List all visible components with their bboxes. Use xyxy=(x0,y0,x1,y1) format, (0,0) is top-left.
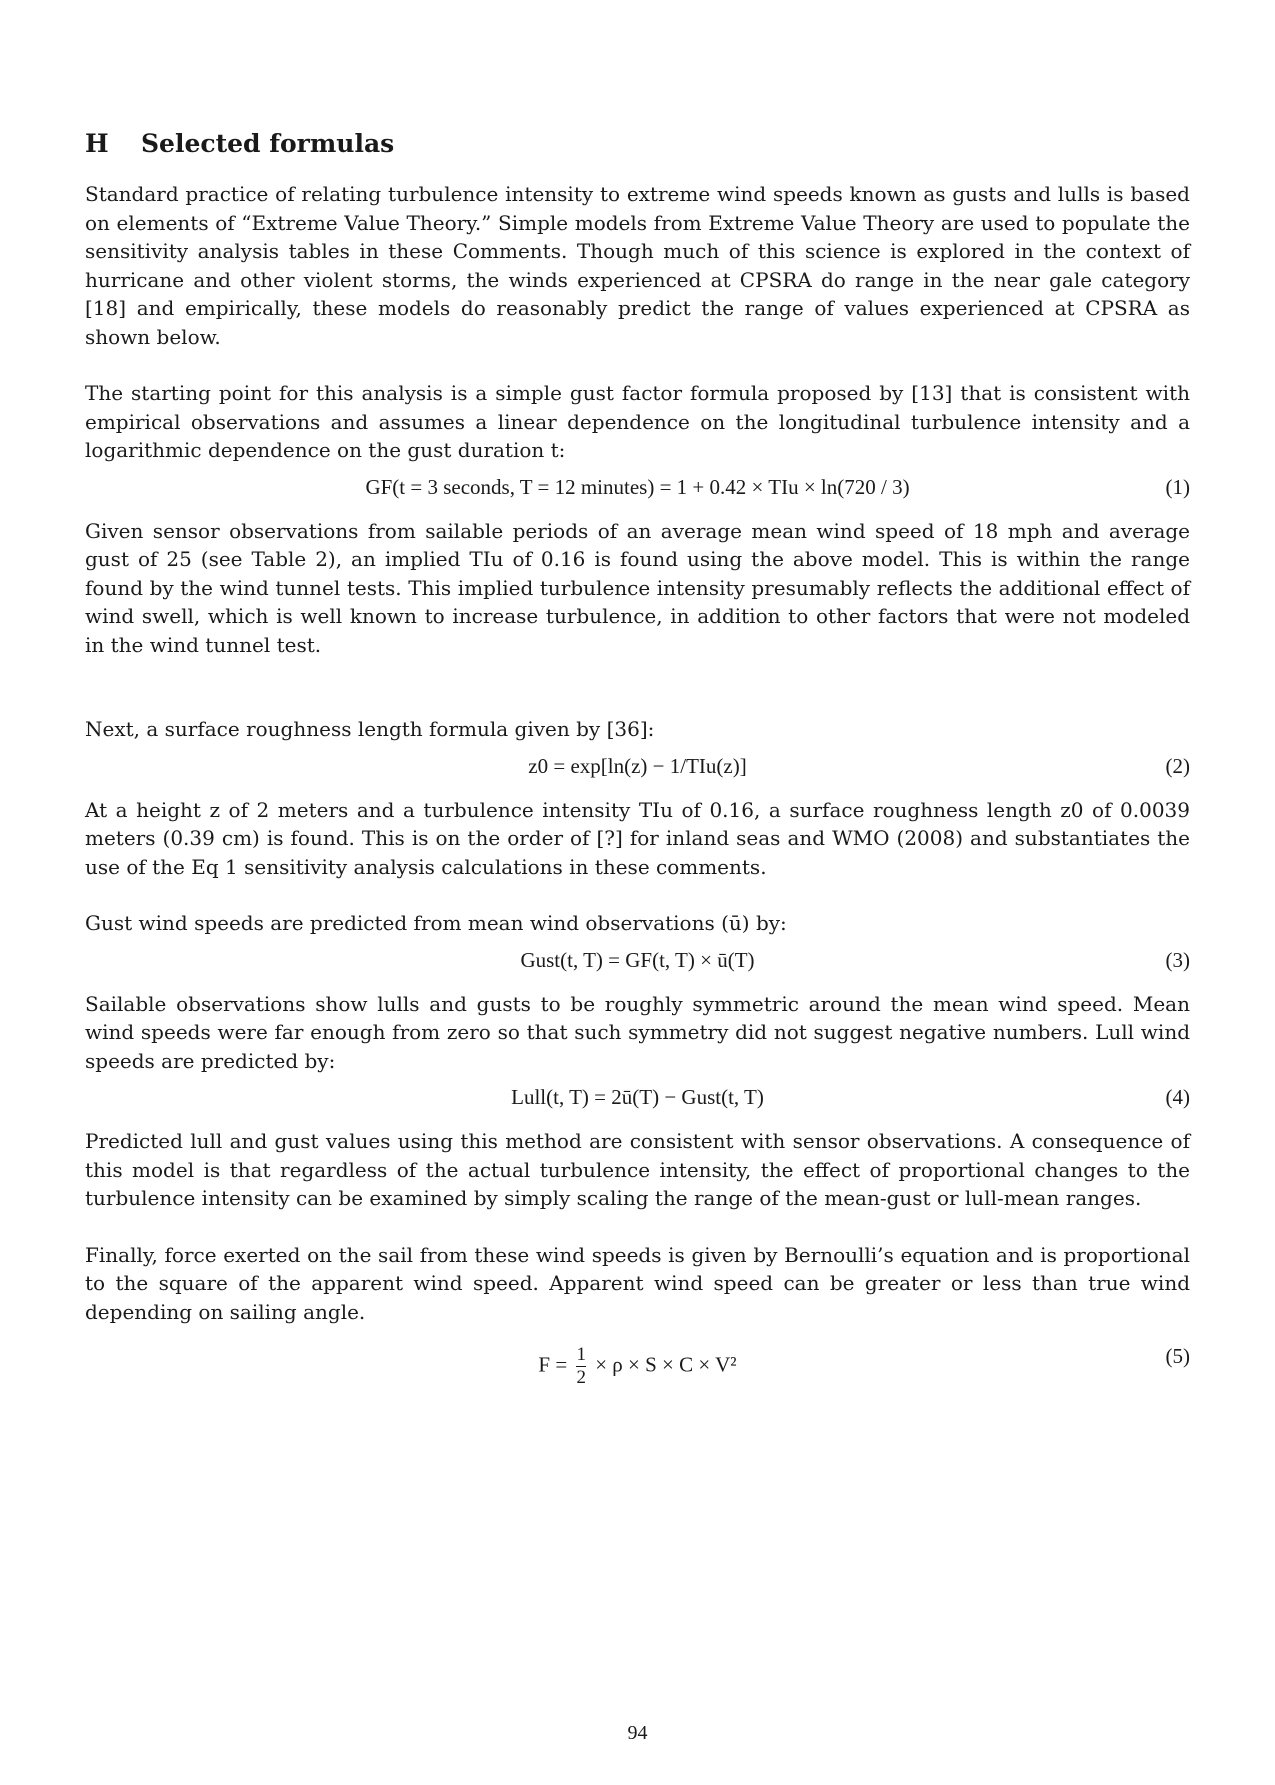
section-title: Selected formulas xyxy=(141,129,395,158)
page-number: 94 xyxy=(627,1722,648,1744)
equation-4-number: (4) xyxy=(1165,1085,1190,1109)
document-page xyxy=(85,128,1190,1394)
section-number: H xyxy=(85,129,109,158)
paragraph-sensor-observations: Given sensor observations from sailable periods of an average mean wind speed of 18 mph and average gust of 25 (see Table 2), an implied TIu of 0.16 is found using the above model. This is within the range found by the wind tunnel tests. This implied turbulence intensity presumably reflects the additional effect of wind swell, which is well known to increase turbulence, in addition to other factors that were not modeled in the wind tunnel test. xyxy=(85,518,1190,657)
equation-3-number: (3) xyxy=(1165,947,1190,972)
fraction-denominator: 2 xyxy=(576,1367,586,1388)
equation-4-expression: Lull(t, T) = 2ū(T) − Gust(t, T) xyxy=(511,1085,764,1109)
equation-5 xyxy=(85,1330,1190,1388)
equation-1 xyxy=(85,469,1190,511)
paragraph-gust-prediction: Gust wind speeds are predicted from mean wind observations (ū) by: xyxy=(85,911,787,935)
section-heading xyxy=(85,128,1190,160)
paragraph-consistency: Predicted lull and gust values using this method are consistent with sensor observations. A consequence of this model is that regardless of the actual turbulence intensity, the effect of proportional changes to the turbulence intensity can be examined by simply scaling the range of the mean-gust or lull-mean ranges. xyxy=(85,1129,1190,1210)
equation-1-expression: GF(t = 3 seconds, T = 12 minutes) = 1 + 0.42 × TIu × ln(720 / 3) xyxy=(365,474,910,499)
fraction-numerator: 1 xyxy=(576,1344,586,1365)
equation-5-number: (5) xyxy=(1165,1344,1190,1368)
equation-5-fraction xyxy=(576,1344,586,1389)
equation-2-expression: z0 = exp[ln(z) − 1/TIu(z)] xyxy=(528,753,747,778)
paragraph-gust-factor: The starting point for this analysis is a simple gust factor formula proposed by [13] that is consistent with empirical observations and assumes a linear dependence on the longitudinal turbulence intensity and a logarithmic dependence on the gust duration t: xyxy=(85,381,1190,462)
paragraph-roughness-result: At a height z of 2 meters and a turbulence intensity TIu of 0.16, a surface roughness length z0 of 0.0039 meters (0.39 cm) is found. This is on the order of [?] for inland seas and WMO (2008) and substantiates the use of the Eq 1 sensitivity analysis calculations in these comments. xyxy=(85,797,1190,879)
equation-2 xyxy=(85,748,1190,790)
paragraph-intro: Standard practice of relating turbulence intensity to extreme wind speeds known as gusts and lulls is based on elements of “Extreme Value Theory.” Simple models from Extreme Value Theory are used to populate the sensitivity analysis tables in these Comments. Though much of this science is explored in the context of hurricane and other violent storms, the winds experienced at CPSRA do range in the near gale category [18] and empirically, these models do reasonably predict the range of values experienced at CPSRA as shown below. xyxy=(85,182,1190,349)
equation-5-rhs: × ρ × S × C × V² xyxy=(595,1352,737,1377)
equation-3 xyxy=(85,942,1190,984)
equation-3-expression: Gust(t, T) = GF(t, T) × ū(T) xyxy=(520,947,755,972)
paragraph-roughness-intro: Next, a surface roughness length formula given by [36]: xyxy=(85,717,655,741)
paragraph-lull-symmetry: Sailable observations show lulls and gusts to be roughly symmetric around the mean wind speed. Mean wind speeds were far enough from zero so that such symmetry did not suggest negative numbers. Lull wind speeds are predicted by: xyxy=(85,991,1190,1073)
equation-5-lhs: F = xyxy=(538,1352,568,1377)
equation-2-number: (2) xyxy=(1165,753,1190,778)
paragraph-bernoulli: Finally, force exerted on the sail from these wind speeds is given by Bernoulli’s equation and is proportional to the square of the apparent wind speed. Apparent wind speed can be greater or less than true wind depending on sailing angle. xyxy=(85,1242,1190,1324)
equation-4 xyxy=(85,1079,1190,1121)
equation-5-expression xyxy=(85,1344,1190,1389)
equation-1-number: (1) xyxy=(1165,474,1190,499)
